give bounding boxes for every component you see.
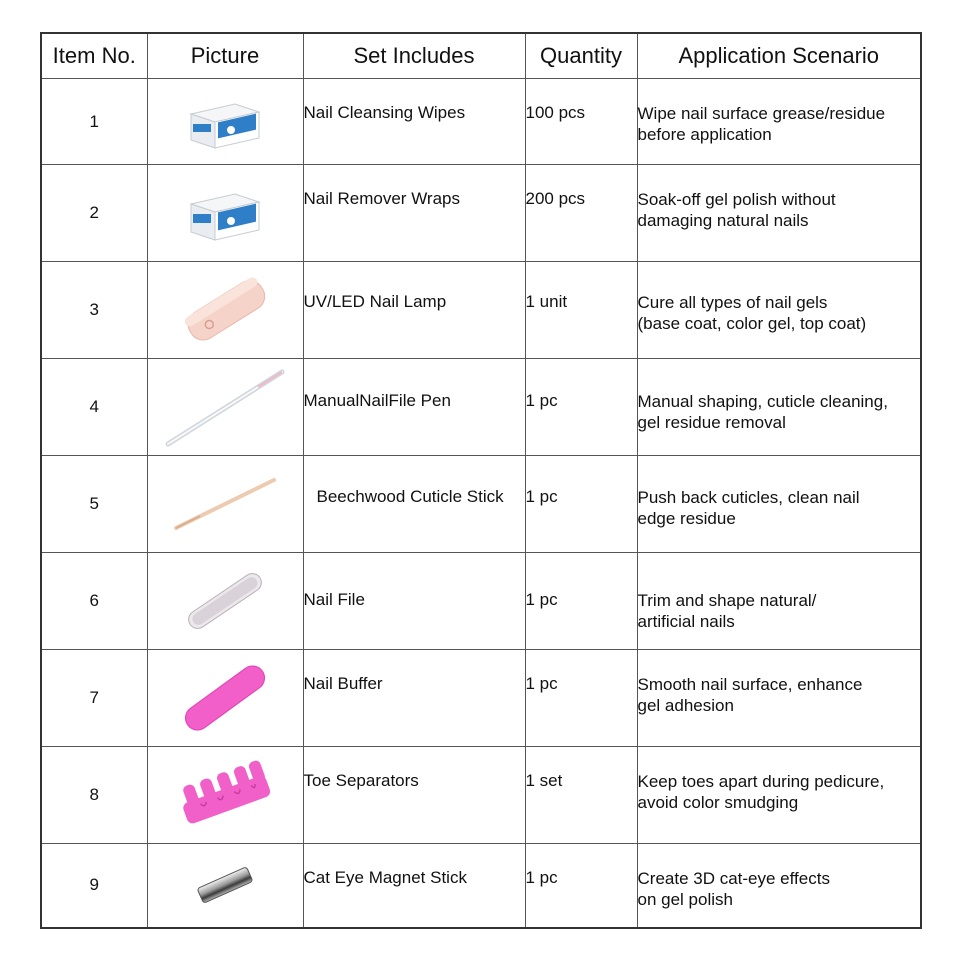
item-quantity: 200 pcs <box>525 189 586 208</box>
application-cell <box>637 844 921 928</box>
item-name-cell <box>303 553 525 650</box>
application-cell <box>637 165 921 262</box>
wraps-box-icon <box>185 182 265 244</box>
quantity-cell <box>525 456 637 553</box>
header-picture: Picture <box>147 33 303 79</box>
toe-separator-icon <box>173 755 277 835</box>
item-application: Wipe nail surface grease/residue before application <box>637 104 886 144</box>
table-row <box>41 747 921 844</box>
item-number: 4 <box>41 359 147 456</box>
item-name-cell <box>303 650 525 747</box>
application-cell <box>637 456 921 553</box>
table-row <box>41 553 921 650</box>
picture-cell <box>147 747 303 844</box>
item-name: UV/LED Nail Lamp <box>303 292 447 311</box>
table-row <box>41 359 921 456</box>
item-quantity: 1 pc <box>525 487 558 506</box>
nail-lamp-icon <box>170 270 280 350</box>
item-application: Trim and shape natural/ artificial nails <box>637 591 817 631</box>
item-name-cell <box>303 359 525 456</box>
item-name: Cat Eye Magnet Stick <box>303 868 467 887</box>
picture-cell <box>147 456 303 553</box>
table-row <box>41 262 921 359</box>
item-name: ManualNailFile Pen <box>303 391 451 410</box>
table-row <box>41 844 921 928</box>
item-number: 9 <box>41 844 147 928</box>
item-name: Toe Separators <box>303 771 419 790</box>
item-number: 2 <box>41 165 147 262</box>
picture-cell <box>147 844 303 928</box>
table-row <box>41 650 921 747</box>
quantity-cell <box>525 79 637 165</box>
item-application: Keep toes apart during pedicure, avoid color smudging <box>637 772 885 812</box>
item-name-cell <box>303 79 525 165</box>
item-application: Smooth nail surface, enhance gel adhesion <box>637 675 863 715</box>
item-quantity: 1 pc <box>525 674 558 693</box>
header-quantity: Quantity <box>525 33 637 79</box>
cuticle-stick-icon <box>170 474 280 534</box>
item-quantity: 1 set <box>525 771 563 790</box>
item-name-cell <box>303 456 525 553</box>
picture-cell <box>147 650 303 747</box>
nail-file-icon <box>175 566 275 636</box>
item-number: 1 <box>41 79 147 165</box>
item-application: Manual shaping, cuticle cleaning, gel residue removal <box>637 392 888 432</box>
item-name-cell <box>303 844 525 928</box>
item-number: 6 <box>41 553 147 650</box>
item-name-cell <box>303 262 525 359</box>
table-row <box>41 79 921 165</box>
item-name: Nail Remover Wraps <box>303 189 461 208</box>
quantity-cell <box>525 165 637 262</box>
application-cell <box>637 747 921 844</box>
header-application-scenario: Application Scenario <box>637 33 921 79</box>
table-row <box>41 456 921 553</box>
quantity-cell <box>525 359 637 456</box>
application-cell <box>637 262 921 359</box>
item-name: Nail Buffer <box>303 674 383 693</box>
kit-contents-table <box>40 32 922 929</box>
application-cell <box>637 650 921 747</box>
picture-cell <box>147 165 303 262</box>
item-name: Nail Cleansing Wipes <box>303 103 466 122</box>
header-item-no: Item No. <box>41 33 147 79</box>
magnet-stick-icon <box>190 857 260 913</box>
item-application: Push back cuticles, clean nail edge residue <box>637 488 860 528</box>
item-application: Soak-off gel polish without damaging natural nails <box>637 190 836 230</box>
nail-buffer-icon <box>173 660 277 736</box>
picture-cell <box>147 262 303 359</box>
item-number: 7 <box>41 650 147 747</box>
item-name: Beechwood Cuticle Stick <box>316 487 504 506</box>
quantity-cell <box>525 844 637 928</box>
header-row <box>41 33 921 79</box>
table-row <box>41 165 921 262</box>
application-cell <box>637 79 921 165</box>
nail-file-pen-icon <box>160 364 290 450</box>
item-name-cell <box>303 165 525 262</box>
item-quantity: 1 pc <box>525 391 558 410</box>
picture-cell <box>147 553 303 650</box>
item-quantity: 1 unit <box>525 292 568 311</box>
quantity-cell <box>525 553 637 650</box>
item-quantity: 1 pc <box>525 590 558 609</box>
item-application: Create 3D cat-eye effects on gel polish <box>637 869 830 909</box>
application-cell <box>637 553 921 650</box>
quantity-cell <box>525 650 637 747</box>
item-name: Nail File <box>303 590 365 609</box>
application-cell <box>637 359 921 456</box>
item-number: 8 <box>41 747 147 844</box>
wipes-box-icon <box>185 92 265 152</box>
picture-cell <box>147 79 303 165</box>
item-quantity: 1 pc <box>525 868 558 887</box>
item-application: Cure all types of nail gels (base coat, color gel, top coat) <box>637 293 867 333</box>
item-number: 3 <box>41 262 147 359</box>
item-quantity: 100 pcs <box>525 103 586 122</box>
quantity-cell <box>525 262 637 359</box>
picture-cell <box>147 359 303 456</box>
quantity-cell <box>525 747 637 844</box>
item-number: 5 <box>41 456 147 553</box>
header-set-includes: Set Includes <box>303 33 525 79</box>
item-name-cell <box>303 747 525 844</box>
